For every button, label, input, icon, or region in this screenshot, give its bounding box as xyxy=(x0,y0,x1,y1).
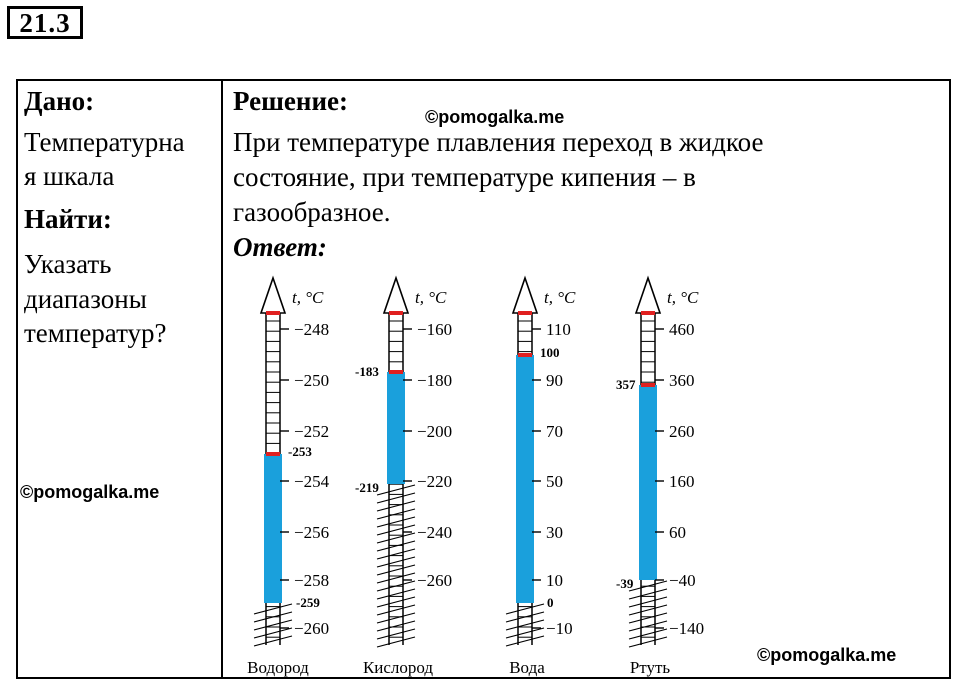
boiling-point-marker xyxy=(518,353,532,357)
thermometer-name: Водород xyxy=(247,658,309,677)
solid-phase-hatch xyxy=(629,637,667,647)
solid-phase-hatch xyxy=(377,621,415,631)
melting-point-label: 0 xyxy=(547,595,554,610)
tick-label: 260 xyxy=(669,422,695,441)
tick-label: −200 xyxy=(417,422,453,441)
solution-heading: Решение: xyxy=(233,86,348,116)
given-line-1: Температурна xyxy=(24,127,185,157)
tick-label: 360 xyxy=(669,371,695,390)
solid-phase-hatch xyxy=(506,604,544,614)
thermometer-name: Кислород xyxy=(362,658,434,677)
tick-label: −250 xyxy=(294,371,330,390)
boiling-point-label: 100 xyxy=(540,345,560,360)
tick-label: −240 xyxy=(417,523,453,542)
solid-phase-hatch xyxy=(377,501,415,511)
tick-label: −254 xyxy=(294,472,330,491)
boiling-point-label: 357 xyxy=(616,377,636,392)
solid-phase-hatch xyxy=(254,604,292,614)
top-marker xyxy=(266,311,280,315)
tick-label: −180 xyxy=(417,371,453,390)
watermark: ©pomogalka.me xyxy=(757,645,897,665)
tick-label: −258 xyxy=(294,571,330,590)
solid-phase-hatch xyxy=(629,589,667,599)
solid-phase-hatch xyxy=(377,509,415,519)
tick-label: −256 xyxy=(294,523,330,542)
thermometer-name: Ртуть xyxy=(629,658,671,677)
tick-label: −10 xyxy=(546,619,573,638)
solution-line-2: состояние, при температуре кипения – в xyxy=(233,162,696,192)
tick-label: 70 xyxy=(546,422,563,441)
top-marker xyxy=(641,311,655,315)
arrow-head xyxy=(261,278,285,313)
solid-phase-hatch xyxy=(377,525,415,535)
problem-number: 21.3 xyxy=(7,6,83,39)
solution-line-3: газообразное. xyxy=(233,197,391,227)
solid-phase-hatch xyxy=(506,612,544,622)
tick-label: 110 xyxy=(546,320,571,339)
unit-label: t, °C xyxy=(292,288,324,307)
liquid-range-bar xyxy=(387,372,405,484)
solid-phase-hatch xyxy=(254,612,292,622)
answer-heading: Ответ: xyxy=(233,232,327,262)
arrow-head xyxy=(513,278,537,313)
tick-label: −40 xyxy=(669,571,696,590)
melting-point-label: -219 xyxy=(355,480,379,495)
solid-phase-hatch xyxy=(377,549,415,559)
find-heading: Найти: xyxy=(24,204,112,234)
tick-label: 50 xyxy=(546,472,563,491)
tick-label: −140 xyxy=(669,619,705,638)
solid-phase-hatch xyxy=(254,628,292,638)
arrow-head xyxy=(636,278,660,313)
watermark: ©pomogalka.me xyxy=(425,107,565,127)
melting-point-label: -39 xyxy=(616,576,634,591)
solid-phase-hatch xyxy=(629,581,667,591)
tick-label: 30 xyxy=(546,523,563,542)
solid-phase-hatch xyxy=(377,565,415,575)
boiling-point-marker xyxy=(389,370,403,374)
top-marker xyxy=(389,311,403,315)
solid-phase-hatch xyxy=(377,573,415,583)
solid-phase-hatch xyxy=(629,621,667,631)
tick-label: −248 xyxy=(294,320,330,339)
solid-phase-hatch xyxy=(629,597,667,607)
solid-phase-hatch xyxy=(377,581,415,591)
unit-label: t, °C xyxy=(667,288,699,307)
tick-label: 460 xyxy=(669,320,695,339)
unit-label: t, °C xyxy=(544,288,576,307)
tick-label: 60 xyxy=(669,523,686,542)
tick-label: 90 xyxy=(546,371,563,390)
tick-label: 160 xyxy=(669,472,695,491)
liquid-range-bar xyxy=(264,454,282,603)
solid-phase-hatch xyxy=(377,589,415,599)
boiling-point-marker xyxy=(266,452,280,456)
given-heading: Дано: xyxy=(24,86,95,116)
given-line-2: я шкала xyxy=(24,161,115,191)
watermark: ©pomogalka.me xyxy=(20,482,160,502)
tick-label: −252 xyxy=(294,422,330,441)
tick-label: −160 xyxy=(417,320,453,339)
solid-phase-hatch xyxy=(377,533,415,543)
solution-line-1: При температуре плавления переход в жидкое xyxy=(233,127,764,157)
top-marker xyxy=(518,311,532,315)
solid-phase-hatch xyxy=(377,541,415,551)
solid-phase-hatch xyxy=(377,597,415,607)
solid-phase-hatch xyxy=(377,637,415,647)
tick-label: −260 xyxy=(417,571,453,590)
arrow-head xyxy=(384,278,408,313)
thermometer-name: Вода xyxy=(509,658,545,677)
unit-label: t, °C xyxy=(415,288,447,307)
find-line-3: температур? xyxy=(24,318,167,348)
tick-label: −260 xyxy=(294,619,330,638)
solid-phase-hatch xyxy=(506,628,544,638)
solid-phase-hatch xyxy=(377,485,415,495)
tick-label: −220 xyxy=(417,472,453,491)
liquid-range-bar xyxy=(639,385,657,580)
tick-label: 10 xyxy=(546,571,563,590)
melting-point-label: -259 xyxy=(296,595,320,610)
boiling-point-label: -253 xyxy=(288,444,312,459)
solid-phase-hatch xyxy=(377,613,415,623)
boiling-point-marker xyxy=(641,383,655,387)
find-line-1: Указать xyxy=(24,249,112,279)
solid-phase-hatch xyxy=(629,613,667,623)
boiling-point-label: -183 xyxy=(355,364,379,379)
liquid-range-bar xyxy=(516,355,534,603)
find-line-2: диапазоны xyxy=(24,284,147,314)
